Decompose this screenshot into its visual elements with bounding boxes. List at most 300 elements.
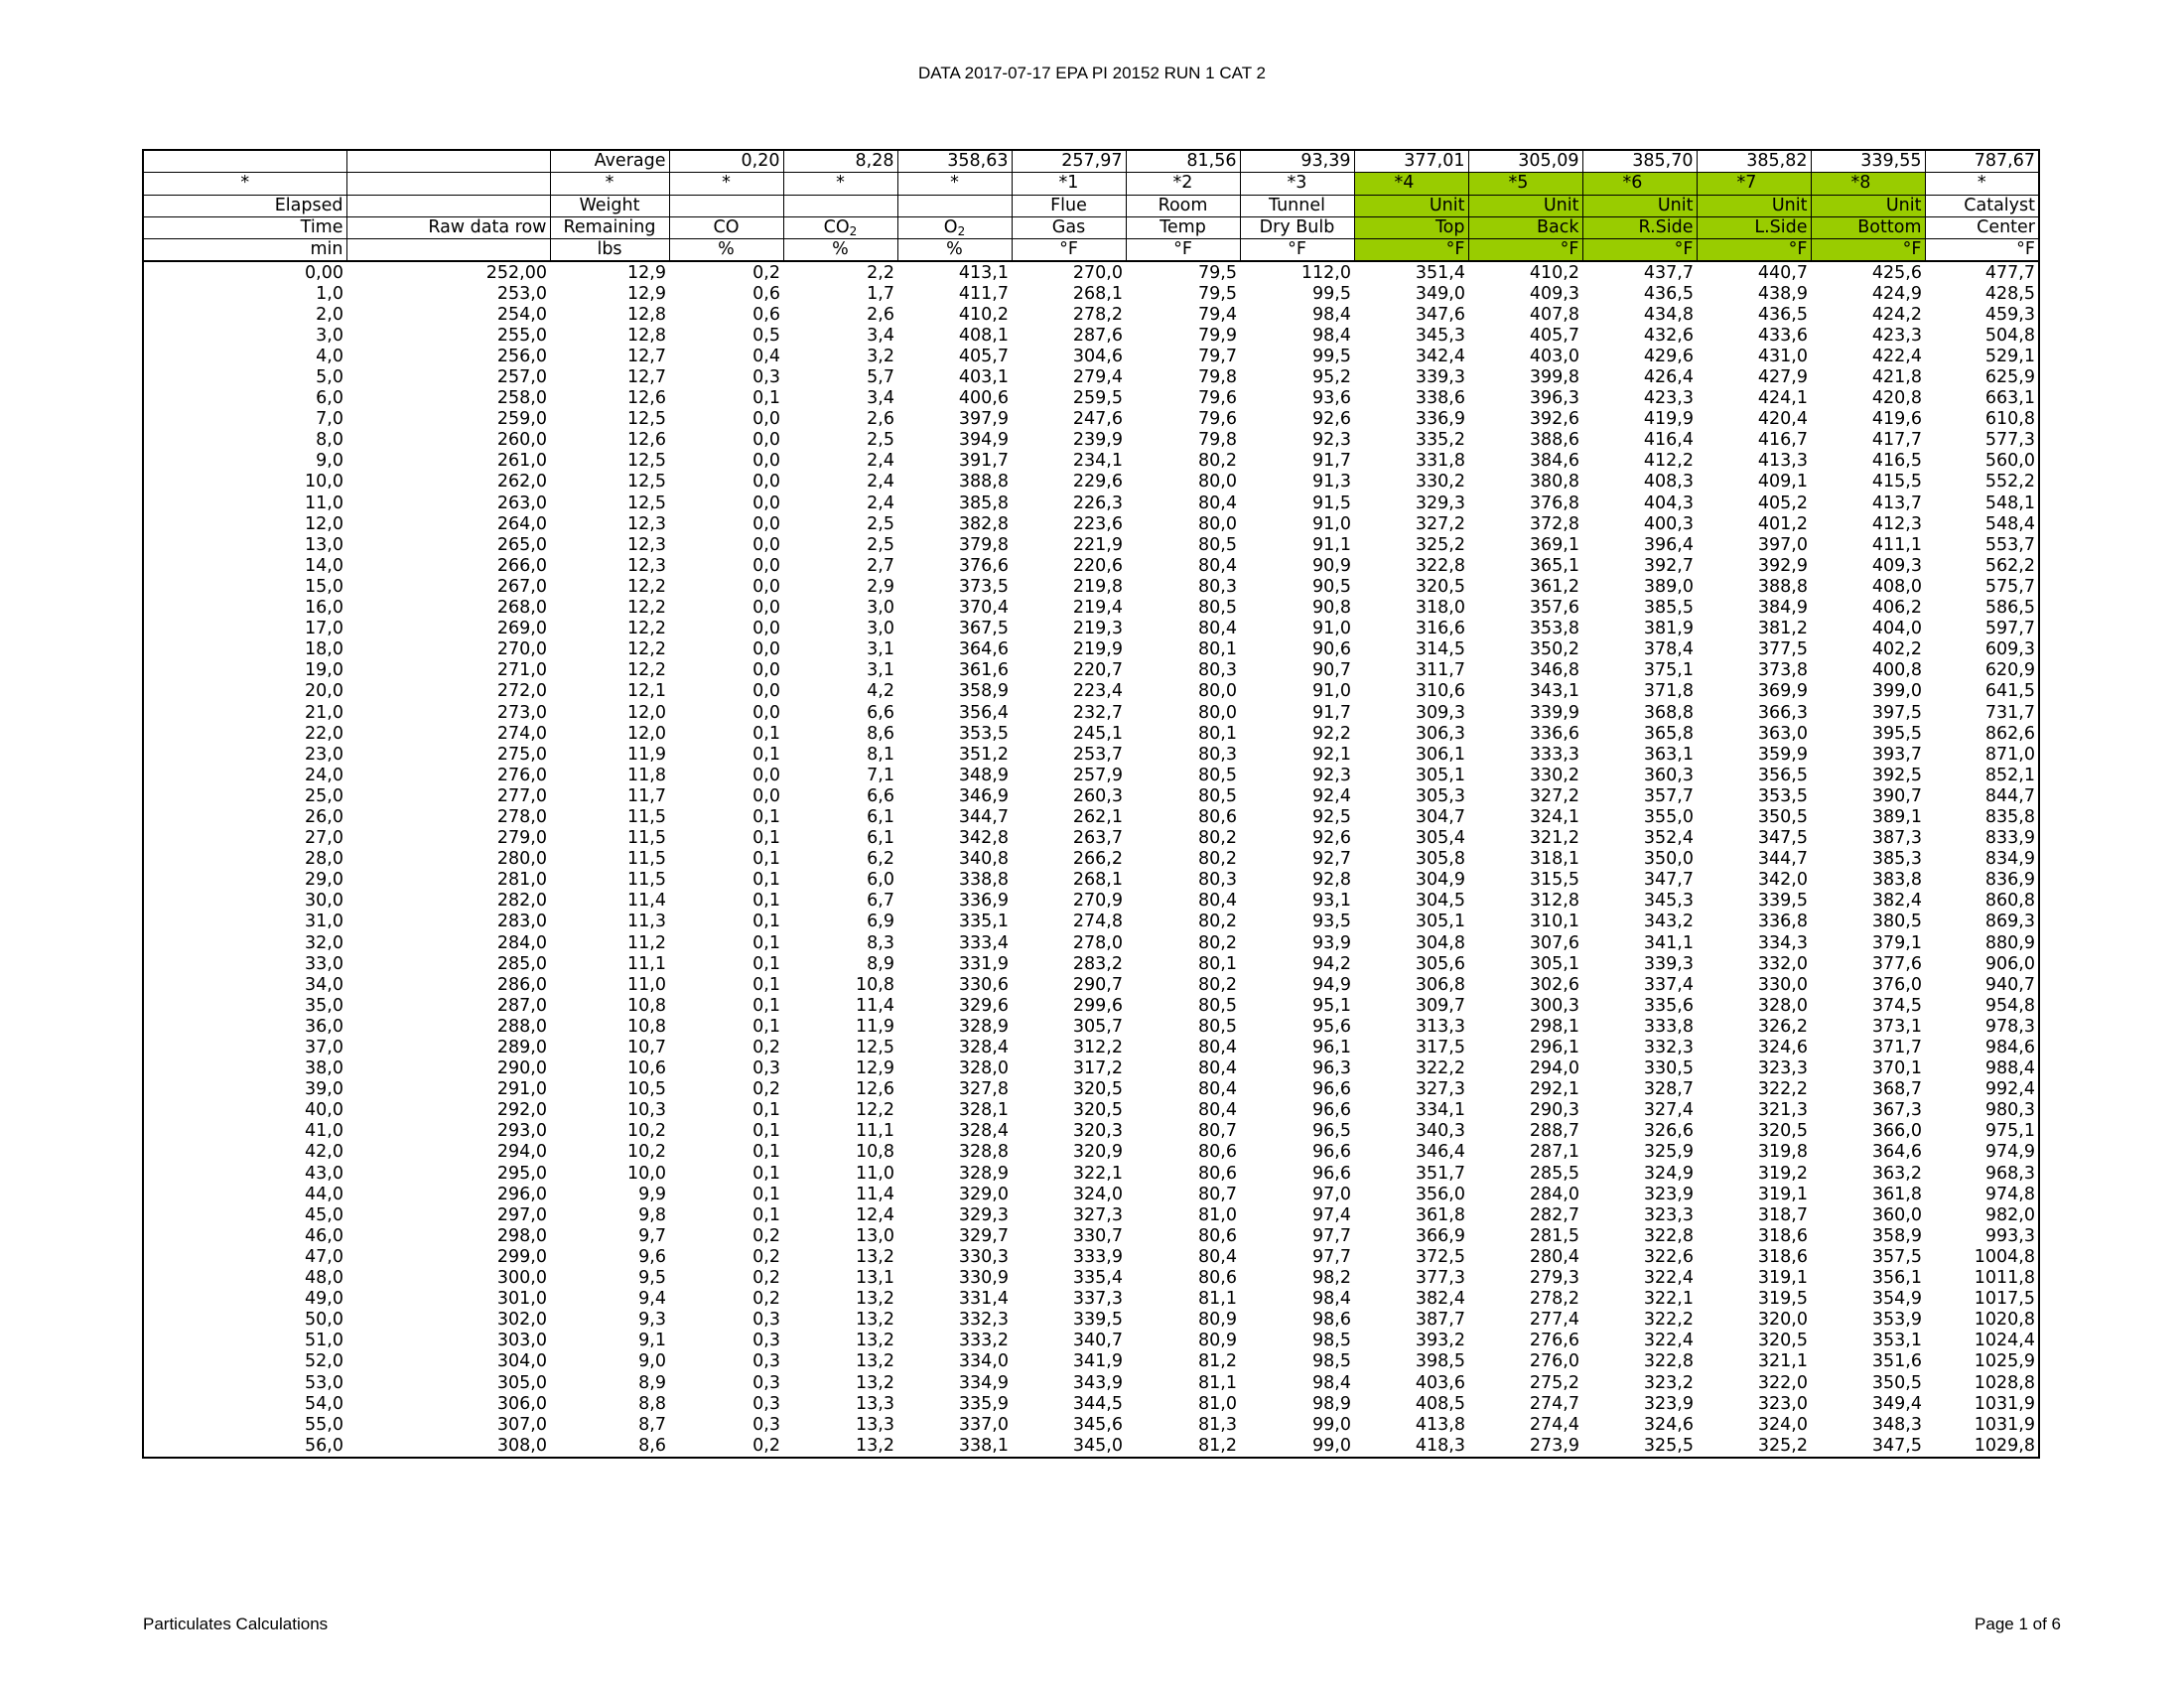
table-cell: 330,7 [1072,1225,1123,1246]
table-cell: 852,1 [1984,765,2035,785]
table-cell: 79,5 [1198,262,1237,283]
table-cell: 387,3 [1871,828,1922,849]
header-cell: *5 [1468,173,1582,195]
table-cell: 40,0 [305,1100,343,1121]
table-row [143,598,2039,619]
table-cell: 304,7 [1415,806,1465,827]
table-cell: 324,0 [1757,1414,1808,1435]
table-cell: 609,3 [1984,639,2035,660]
table-cell: 267,0 [496,576,547,597]
table-cell: 357,5 [1871,1246,1922,1267]
table-cell: 95,1 [1312,995,1351,1016]
table-cell: 90,5 [1312,576,1351,597]
table-cell: 346,9 [958,785,1009,806]
table-cell: 79,6 [1198,388,1237,409]
table-cell: 96,3 [1312,1058,1351,1079]
header-cell [346,173,550,195]
table-cell: 0,00 [305,262,343,283]
table-cell: 305,3 [1415,785,1465,806]
table-cell: 0,3 [752,367,780,387]
table-cell: 337,3 [1072,1289,1123,1310]
table-cell: 283,0 [496,912,547,932]
table-cell: 98,4 [1312,325,1351,346]
table-cell: 393,2 [1415,1331,1465,1351]
table-cell: 427,9 [1757,367,1808,387]
table-cell: 300,0 [496,1268,547,1289]
header-cell: 305,09 [1468,150,1582,173]
table-row [143,1058,2039,1079]
header-cell: L.Side [1697,216,1811,238]
table-cell: 0,1 [752,1016,780,1037]
table-cell: 337,4 [1643,974,1694,995]
table-cell: 432,6 [1643,325,1694,346]
table-cell: 273,9 [1529,1435,1579,1456]
header-cell [783,216,897,238]
table-cell: 6,9 [867,912,894,932]
table-cell: 334,9 [958,1372,1009,1393]
table-cell: 318,6 [1757,1225,1808,1246]
table-cell: 9,1 [638,1331,666,1351]
table-cell: 80,1 [1198,723,1237,744]
header-cell [346,195,550,216]
subscript: 2 [849,224,858,239]
table-cell: 91,5 [1312,492,1351,513]
table-cell: 320,3 [1072,1121,1123,1142]
table-cell: 252,00 [485,262,547,283]
table-cell: 12,5 [856,1038,894,1057]
table-cell: 327,2 [1529,785,1579,806]
table-cell: 397,9 [958,409,1009,430]
table-cell: 264,0 [496,513,547,534]
table-cell: 368,7 [1871,1079,1922,1100]
table-cell: 3,0 [316,325,343,346]
table-cell: 299,6 [1072,995,1123,1016]
table-cell: 0,1 [752,953,780,974]
table-cell: 328,0 [958,1058,1009,1079]
table-cell: 305,6 [1415,953,1465,974]
table-cell: 322,2 [1757,1079,1808,1100]
table-cell: 553,7 [1984,534,2035,555]
table-cell: 377,3 [1415,1268,1465,1289]
table-cell: 328,9 [958,1016,1009,1037]
table-cell: 15,0 [305,576,343,597]
table-row [143,1415,2039,1436]
table-cell: 423,3 [1643,388,1694,409]
table-cell: 296,0 [496,1184,547,1204]
table-cell: 368,8 [1643,702,1694,723]
table-cell: 315,5 [1529,870,1579,891]
header-cell [783,195,897,216]
header-cell: °F [1925,239,2039,262]
table-cell: 277,4 [1529,1310,1579,1331]
table-cell: 271,0 [496,660,547,681]
table-cell: 46,0 [305,1225,343,1246]
table-cell: 968,3 [1984,1163,2035,1184]
header-cell: 339,55 [1811,150,1925,173]
table-cell: 423,3 [1871,325,1922,346]
table-cell: 310,6 [1415,681,1465,702]
table-cell: 351,4 [1415,262,1465,283]
table-cell: 0,3 [752,1331,780,1351]
table-cell: 2,5 [867,534,894,555]
table-cell: 306,3 [1415,723,1465,744]
table-cell: 292,1 [1529,1079,1579,1100]
table-cell: 80,6 [1198,1268,1237,1289]
table-cell: 45,0 [305,1204,343,1225]
table-cell: 0,1 [752,995,780,1016]
table-cell: 279,0 [496,828,547,849]
table-cell: 363,0 [1757,723,1808,744]
table-cell: 285,5 [1529,1163,1579,1184]
table-cell: 314,5 [1415,639,1465,660]
table-cell: 0,1 [752,932,780,953]
table-cell: 1024,4 [1974,1331,2035,1351]
table-cell: 260,3 [1072,785,1123,806]
table-cell: 6,7 [867,891,894,912]
table-cell: 380,5 [1871,912,1922,932]
table-cell: 79,7 [1198,346,1237,366]
table-cell: 79,9 [1198,325,1237,346]
table-cell: 255,0 [496,325,547,346]
table-cell: 324,9 [1643,1163,1694,1184]
table-cell: 353,9 [1871,1310,1922,1331]
table-cell: 92,2 [1312,723,1351,744]
table-cell: 234,1 [1072,451,1123,472]
table-cell: 413,8 [1415,1414,1465,1435]
header-cell: Average [550,150,669,173]
table-cell: 275,2 [1529,1372,1579,1393]
table-cell: 80,0 [1198,681,1237,702]
table-cell: 731,7 [1984,702,2035,723]
table-cell: 410,2 [958,304,1009,325]
table-cell: 339,3 [1643,953,1694,974]
table-cell: 282,7 [1529,1204,1579,1225]
table-cell: 328,9 [958,1163,1009,1184]
table-cell: 6,6 [867,785,894,806]
table-cell: 94,9 [1312,974,1351,995]
table-cell: 12,4 [856,1204,894,1225]
table-cell: 333,9 [1072,1246,1123,1267]
table-cell: 319,1 [1757,1184,1808,1204]
table-cell: 305,8 [1415,849,1465,870]
table-cell: 334,0 [958,1351,1009,1372]
header-units-row [143,239,2039,262]
table-cell: 96,1 [1312,1038,1351,1057]
header-cell: * [1925,173,2039,195]
table-cell: 12,2 [627,619,666,639]
table-cell: 906,0 [1984,953,2035,974]
table-cell: 429,6 [1643,346,1694,366]
table-cell: 412,3 [1871,513,1922,534]
table-cell: 279,3 [1529,1268,1579,1289]
table-cell: 98,4 [1312,1372,1351,1393]
table-cell: 33,0 [305,953,343,974]
table-cell: 290,0 [496,1058,547,1079]
table-cell: 297,0 [496,1204,547,1225]
table-cell: 90,9 [1312,555,1351,576]
table-cell: 371,8 [1643,681,1694,702]
table-cell: 91,0 [1312,681,1351,702]
table-cell: 299,0 [496,1246,547,1267]
table-cell: 12,6 [856,1079,894,1100]
table-cell: 269,0 [496,619,547,639]
table-cell: 504,8 [1984,325,2035,346]
table-cell: 226,3 [1072,492,1123,513]
table-cell: 377,5 [1757,639,1808,660]
table-cell: 10,2 [627,1121,666,1142]
table-cell: 310,1 [1529,912,1579,932]
table-cell: 12,5 [627,492,666,513]
table-cell: 328,4 [958,1038,1009,1057]
table-cell: 318,0 [1415,598,1465,619]
table-row [143,849,2039,870]
header-cell: *2 [1126,173,1240,195]
table-cell: 11,0 [305,492,343,513]
table-cell: 0,1 [752,1163,780,1184]
table-cell: 378,4 [1643,639,1694,660]
header-cell: *3 [1240,173,1354,195]
table-cell: 0,0 [752,785,780,806]
table-cell: 91,1 [1312,534,1351,555]
table-cell: 419,6 [1871,409,1922,430]
table-cell: 80,4 [1198,619,1237,639]
table-cell: 0,0 [752,681,780,702]
table-cell: 388,6 [1529,430,1579,451]
table-cell: 268,1 [1072,870,1123,891]
table-cell: 322,8 [1643,1225,1694,1246]
table-cell: 11,4 [856,1184,894,1204]
table-cell: 325,2 [1757,1435,1808,1456]
table-cell: 387,7 [1415,1310,1465,1331]
table-cell: 25,0 [305,785,343,806]
table-cell: 99,0 [1312,1414,1351,1435]
table-row [143,326,2039,347]
table-cell: 298,1 [1529,1016,1579,1037]
header-cell: Room [1126,195,1240,216]
table-cell: 0,2 [752,262,780,283]
header-cell: 385,70 [1582,150,1697,173]
table-cell: 377,6 [1871,953,1922,974]
table-cell: 335,1 [958,912,1009,932]
table-cell: 322,8 [1643,1351,1694,1372]
table-cell: 403,1 [958,367,1009,387]
table-cell: 282,0 [496,891,547,912]
table-cell: 112,0 [1300,262,1351,283]
table-row [143,1017,2039,1038]
table-cell: 12,7 [627,367,666,387]
table-cell: 836,9 [1984,870,2035,891]
table-cell: 11,1 [856,1121,894,1142]
table-cell: 223,6 [1072,513,1123,534]
table-cell: 322,4 [1643,1268,1694,1289]
table-row [143,493,2039,514]
table-cell: 276,0 [496,765,547,785]
table-cell: 402,2 [1871,639,1922,660]
table-cell: 11,4 [627,891,666,912]
table-cell: 562,2 [1984,555,2035,576]
table-cell: 270,0 [1072,262,1123,283]
table-cell: 330,9 [958,1268,1009,1289]
table-row [143,766,2039,786]
header-cell: °F [1012,239,1126,262]
table-cell: 330,2 [1415,472,1465,492]
table-cell: 93,1 [1312,891,1351,912]
table-cell: 80,5 [1198,534,1237,555]
table-cell: 53,0 [305,1372,343,1393]
table-cell: 381,9 [1643,619,1694,639]
table-row [143,1268,2039,1289]
table-cell: 320,5 [1757,1121,1808,1142]
table-cell: 408,1 [958,325,1009,346]
table-cell: 278,2 [1529,1289,1579,1310]
table-cell: 99,5 [1312,283,1351,304]
page-title: DATA 2017-07-17 EPA PI 20152 RUN 1 CAT 2 [918,64,1266,82]
table-cell: 80,2 [1198,974,1237,995]
table-cell: 36,0 [305,1016,343,1037]
table-cell: 1020,8 [1974,1310,2035,1331]
table-cell: 92,4 [1312,785,1351,806]
table-cell: 409,3 [1871,555,1922,576]
table-cell: 345,0 [1072,1435,1123,1456]
table-cell: 0,0 [752,472,780,492]
table-cell: 34,0 [305,974,343,995]
table-cell: 2,2 [867,262,894,283]
table-cell: 320,5 [1757,1331,1808,1351]
table-row [143,1164,2039,1185]
table-cell: 11,7 [627,785,666,806]
table-cell: 263,0 [496,492,547,513]
table-cell: 35,0 [305,995,343,1016]
table-cell: 11,5 [627,806,666,827]
table-cell: 663,1 [1984,388,2035,409]
table-cell: 335,9 [958,1393,1009,1414]
table-cell: 92,5 [1312,806,1351,827]
header-cell: Center [1925,216,2039,238]
table-cell: 13,1 [856,1268,894,1289]
table-cell: 92,3 [1312,765,1351,785]
table-cell: 19,0 [305,660,343,681]
table-cell: 320,0 [1757,1310,1808,1331]
table-cell: 357,6 [1529,598,1579,619]
table-cell: 350,2 [1529,639,1579,660]
table-cell: 320,9 [1072,1142,1123,1163]
table-cell: 382,4 [1871,891,1922,912]
header-cell: 0,20 [669,150,783,173]
table-cell: 229,6 [1072,472,1123,492]
table-cell: 2,0 [316,304,343,325]
table-row [143,388,2039,409]
table-cell: 80,7 [1198,1121,1237,1142]
table-cell: 98,6 [1312,1310,1351,1331]
table-cell: 80,5 [1198,765,1237,785]
table-cell: 284,0 [1529,1184,1579,1204]
header-cell: Unit [1354,195,1468,216]
table-cell: 363,1 [1643,744,1694,765]
table-cell: 323,3 [1643,1204,1694,1225]
header-cell: *7 [1697,173,1811,195]
table-cell: 278,0 [1072,932,1123,953]
table-cell: 347,7 [1643,870,1694,891]
table-cell: 0,0 [752,598,780,619]
table-cell: 20,0 [305,681,343,702]
table-cell: 322,8 [1415,555,1465,576]
table-cell: 327,2 [1415,513,1465,534]
table-cell: 411,1 [1871,534,1922,555]
table-cell: 37,0 [305,1038,343,1057]
table-cell: 13,2 [856,1289,894,1310]
table-cell: 320,5 [1072,1079,1123,1100]
table-cell: 94,2 [1312,953,1351,974]
header-cell: Tunnel [1240,195,1354,216]
table-cell: 285,0 [496,953,547,974]
header-cell: 8,28 [783,150,897,173]
table-cell: 270,0 [496,639,547,660]
table-cell: 419,9 [1643,409,1694,430]
table-cell: 288,0 [496,1016,547,1037]
table-cell: 413,3 [1757,451,1808,472]
header-channels-row [143,173,2039,195]
header-cell: % [669,239,783,262]
table-cell: 548,1 [1984,492,2035,513]
table-cell: 365,1 [1529,555,1579,576]
table-cell: 0,1 [752,870,780,891]
table-cell: 1025,9 [1974,1351,2035,1372]
table-cell: 0,0 [752,555,780,576]
table-cell: 586,5 [1984,598,2035,619]
table-cell: 80,0 [1198,702,1237,723]
table-cell: 80,6 [1198,806,1237,827]
table-cell: 0,1 [752,744,780,765]
table-row [143,284,2039,305]
table-cell: 335,4 [1072,1268,1123,1289]
table-cell: 392,7 [1643,555,1694,576]
header-cell: Unit [1811,195,1925,216]
table-cell: 323,2 [1643,1372,1694,1393]
table-cell: 98,5 [1312,1351,1351,1372]
table-cell: 0,2 [752,1079,780,1100]
table-cell: 81,3 [1198,1414,1237,1435]
table-cell: 348,9 [958,765,1009,785]
table-cell: 434,8 [1643,304,1694,325]
table-row [143,577,2039,598]
table-row [143,472,2039,492]
table-cell: 330,6 [958,974,1009,995]
table-cell: 286,0 [496,974,547,995]
table-cell: 80,6 [1198,1225,1237,1246]
table-cell: 91,7 [1312,451,1351,472]
table-cell: 459,3 [1984,304,2035,325]
header-cell: lbs [550,239,669,262]
table-cell: 7,0 [316,409,343,430]
table-cell: 303,0 [496,1331,547,1351]
table-cell: 263,7 [1072,828,1123,849]
table-cell: 92,3 [1312,430,1351,451]
table-cell: 12,9 [627,283,666,304]
table-cell: 319,1 [1757,1268,1808,1289]
table-row [143,1079,2039,1100]
table-cell: 2,4 [867,451,894,472]
table-cell: 399,8 [1529,367,1579,387]
table-cell: 0,0 [752,702,780,723]
table-cell: 80,1 [1198,953,1237,974]
table-cell: 9,0 [638,1351,666,1372]
header-cell: Back [1468,216,1582,238]
table-cell: 993,3 [1984,1225,2035,1246]
header-cell: * [897,173,1012,195]
table-cell: 11,2 [627,932,666,953]
table-cell: 358,9 [1871,1225,1922,1246]
table-cell: 80,4 [1198,1100,1237,1121]
